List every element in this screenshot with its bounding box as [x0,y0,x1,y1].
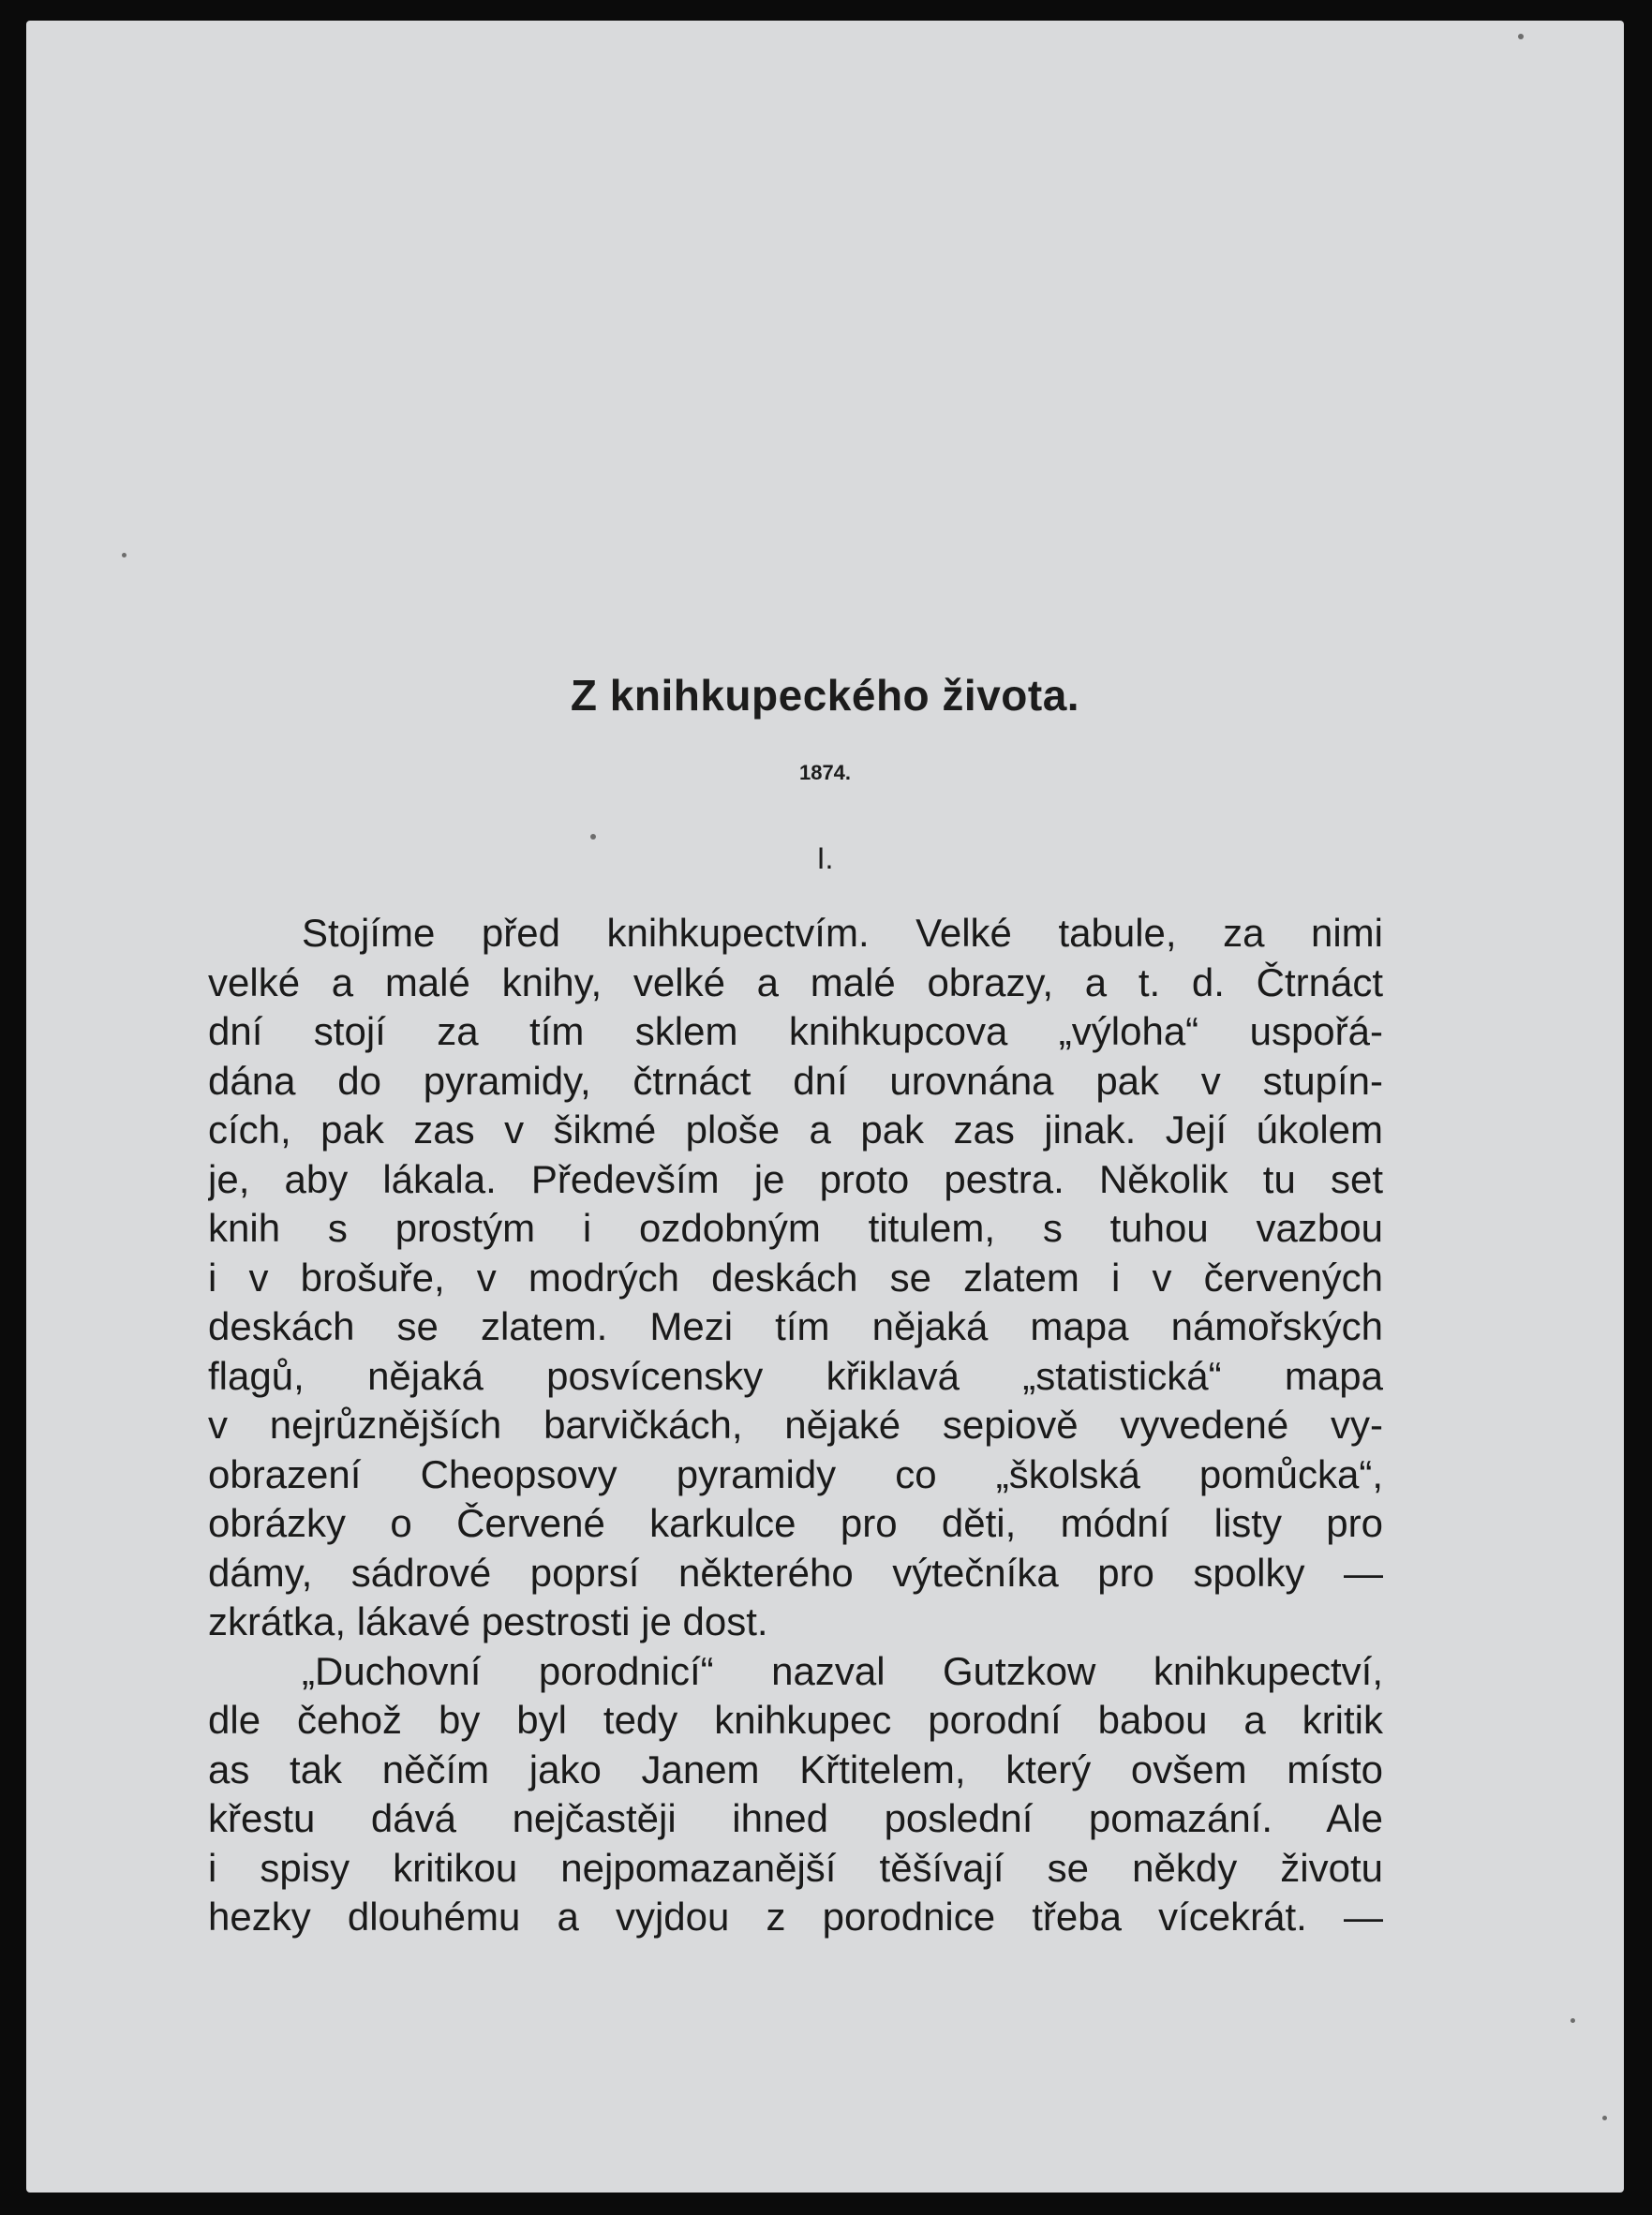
text-line: knih s prostým i ozdobným titulem, s tuhou vazbou [208,1206,1383,1250]
text-line: flagů, nějaká posvícensky křiklavá „statistická“ mapa [208,1353,1383,1398]
scan-speck [1570,2018,1575,2023]
scan-speck [590,834,596,840]
text-line: cích, pak zas v šikmé ploše a pak zas jinak. Její úkolem [208,1108,1383,1152]
text-line: i v brošuře, v modrých deskách se zlatem i v červených [208,1255,1383,1300]
text-line: velké a malé knihy, velké a malé obrazy, a t. d. Čtrnáct [208,959,1383,1004]
text-line: křestu dává nejčastěji ihned poslední pomazání. Ale [208,1796,1383,1840]
text-line: i spisy kritikou nejpomazanější těšívají se někdy životu [208,1845,1383,1890]
scan-speck [122,553,127,557]
text-line: Stojíme před knihkupectvím. Velké tabule, za nimi [302,911,1383,955]
text-line: dle čehož by byl tedy knihkupec porodní babou a kritik [208,1698,1383,1742]
text-line: dní stojí za tím sklem knihkupcova „výloha“ uspořá- [208,1009,1383,1053]
section-number: I. [816,841,834,875]
chapter-year: 1874. [798,761,852,784]
text-line: je, aby lákala. Především je proto pestra. Několik tu set [208,1156,1383,1201]
scan-speck [1602,2116,1607,2120]
text-line: hezky dlouhému a vyjdou z porodnice třeba vícekrát. — [208,1895,1383,1939]
text-line: „Duchovní porodnicí“ nazval Gutzkow knihkupectví, [302,1648,1383,1693]
chapter-title: Z knihkupeckého života. [570,671,1080,720]
text-line: deskách se zlatem. Mezi tím nějaká mapa námořských [208,1304,1383,1348]
book-page [26,21,1624,2193]
body-text [208,909,1383,1942]
text-line: obrázky o Červené karkulce pro děti, módní listy pro [208,1501,1383,1545]
text-line: obrazení Cheopsovy pyramidy co „školská pomůcka“, [208,1451,1383,1496]
text-line: as tak něčím jako Janem Křtitelem, který ovšem místo [208,1747,1383,1791]
text-line: zkrátka, lákavé pestrosti je dost. [208,1599,768,1643]
scan-speck [1518,34,1524,39]
text-line: v nejrůznějších barvičkách, nějaké sepiově vyvedené vy- [208,1403,1383,1447]
text-line: dána do pyramidy, čtrnáct dní urovnána pak v stupín- [208,1058,1383,1103]
text-line: dámy, sádrové poprsí některého výtečníka pro spolky — [208,1550,1383,1595]
